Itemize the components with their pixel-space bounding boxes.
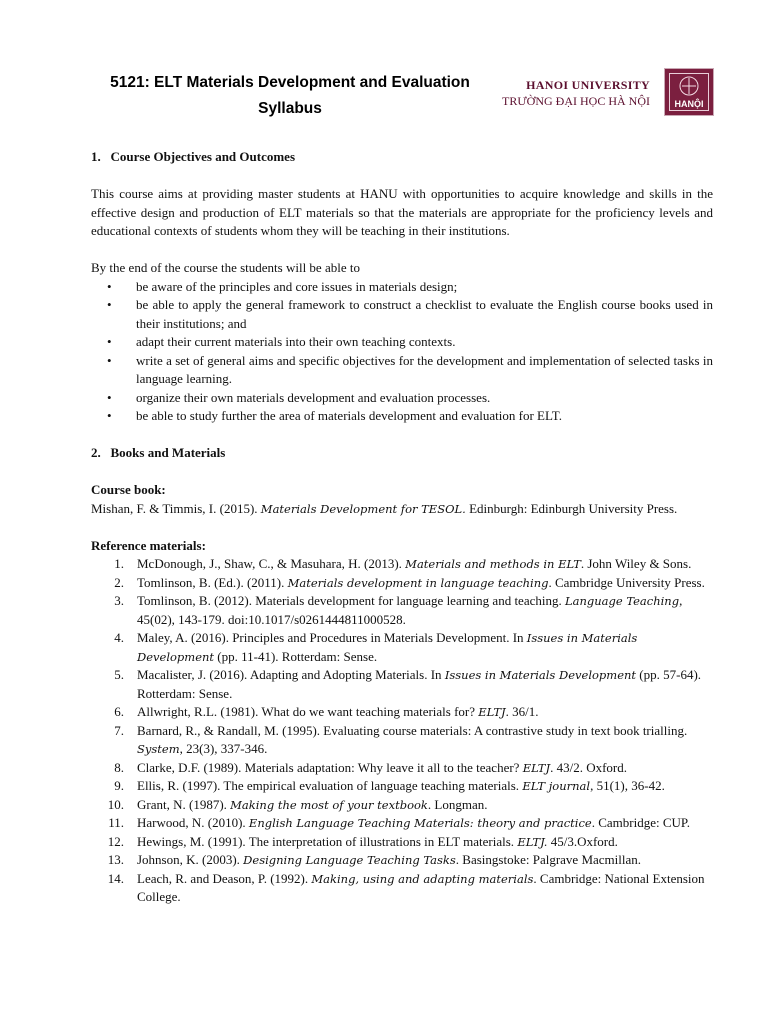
section-1-intro: This course aims at providing master students at HANU with opportunities to acquire knowledge and skills in the effective design and production of ELT materials so that the materials are appropriate for the proficiency levels and educational contexts of students whom they will be teaching in their institutions.: [91, 186, 713, 238]
reference-text-tail: . Longman.: [427, 796, 488, 812]
reference-title: ELTJ: [478, 705, 506, 719]
reference-text-tail: . Cambridge: National Extension College.: [137, 870, 705, 904]
course-book-pre: Mishan, F. & Timmis, I. (2015).: [91, 500, 261, 516]
reference-text-tail: , 51(1), 36-42.: [590, 778, 665, 793]
reference-number: 5.: [114, 667, 124, 682]
reference-item: [91, 814, 713, 833]
reference-title: Making, using and adapting materials: [311, 871, 534, 886]
reference-title: ELTJ.: [517, 834, 548, 849]
reference-text-tail: . Cambridge University Press.: [548, 574, 705, 590]
reference-number: 9.: [114, 778, 124, 793]
reference-number: 3.: [114, 593, 124, 608]
reference-text: Ellis, R. (1997). The empirical evaluation of language teaching materials.: [137, 778, 523, 793]
reference-item: [91, 870, 713, 907]
logo-text: HANỘI: [674, 99, 704, 109]
bullet-icon: •: [107, 334, 112, 349]
reference-item: [91, 722, 713, 759]
course-book-post: Edinburgh: Edinburgh University Press.: [465, 500, 678, 516]
reference-text: Tomlinson, B. (Ed.). (2011).: [137, 574, 288, 590]
university-logo: [664, 68, 714, 116]
reference-text: Clarke, D.F. (1989). Materials adaptation: Why leave it all to the teacher?: [137, 759, 523, 775]
bullet-icon: •: [107, 352, 112, 368]
reference-text: Macalister, J. (2016). Adapting and Adopting Materials. In: [137, 667, 445, 682]
reference-item: [91, 574, 713, 593]
title-line-1: 5121: ELT Materials Development and Evaluation: [110, 74, 470, 91]
course-book-entry: [91, 500, 713, 519]
reference-text-tail: . John Wiley & Sons.: [580, 556, 692, 571]
reference-item: [91, 555, 713, 574]
outcome-text: be aware of the principles and core issues in materials design;: [136, 278, 458, 294]
reference-text-tail: 45/3.Oxford.: [547, 833, 618, 849]
reference-number: 4.: [114, 630, 124, 645]
reference-item: [91, 666, 713, 703]
reference-text: Allwright, R.L. (1981). What do we want teaching materials for?: [137, 704, 479, 719]
reference-text: McDonough, J., Shaw, C., & Masuhara, H. (2013).: [137, 556, 406, 571]
reference-item: [91, 851, 713, 870]
reference-item: [91, 796, 713, 815]
course-book-title: Materials Development for TESOL.: [260, 501, 466, 516]
reference-number: 7.: [114, 722, 124, 738]
reference-list: [91, 555, 713, 907]
reference-number: 12.: [107, 833, 124, 849]
outcomes-lead: By the end of the course the students will be able to: [91, 260, 360, 275]
reference-text: Leach, R. and Deason, P. (1992).: [137, 870, 312, 886]
document-body: [91, 148, 713, 907]
outcome-item: [91, 352, 713, 389]
reference-number: 14.: [107, 870, 124, 886]
section-2-heading: 2. Books and Materials: [91, 445, 226, 460]
reference-item: [91, 629, 713, 666]
reference-number: 10.: [107, 796, 124, 812]
bullet-icon: •: [107, 408, 112, 423]
course-book-label: Course book:: [91, 482, 166, 497]
reference-text: Hewings, M. (1991). The interpretation of illustrations in ELT materials.: [137, 833, 518, 849]
reference-text-tail: , 45(02), 143-179. doi:10.1017/s0261444811000528.: [137, 593, 683, 627]
reference-title: Designing Language Teaching Tasks: [243, 853, 456, 867]
reference-item: [91, 759, 713, 778]
reference-title: ELT journal: [522, 779, 591, 793]
bullet-icon: •: [107, 297, 112, 312]
outcome-item: [91, 407, 713, 426]
title-line-2: Syllabus: [258, 100, 322, 117]
reference-number: 13.: [107, 852, 124, 867]
document-title: [100, 70, 480, 122]
reference-item: [91, 777, 713, 796]
outcome-text: write a set of general aims and specific objectives for the development and implementation of selected tasks in language learning.: [136, 352, 713, 386]
reference-text-tail: . Basingstoke: Palgrave Macmillan.: [455, 852, 642, 867]
reference-title: ELTJ: [522, 760, 551, 775]
reference-title: Issues in Materials Development: [444, 668, 637, 682]
reference-number: 11.: [108, 815, 124, 830]
outcome-item: [91, 296, 713, 333]
outcome-text: be able to study further the area of materials development and evaluation for ELT.: [136, 408, 562, 423]
reference-title: English Language Teaching Materials: theory and practice: [248, 816, 592, 830]
reference-text: Tomlinson, B. (2012). Materials development for language learning and teaching.: [137, 593, 565, 608]
reference-text: Grant, N. (1987).: [137, 796, 231, 812]
outcome-item: [91, 333, 713, 352]
outcome-item: [91, 278, 713, 297]
reference-title: Materials development in language teaching: [287, 575, 549, 590]
reference-title: System: [137, 742, 180, 756]
reference-text-tail: . 36/1.: [505, 704, 539, 719]
reference-number: 1.: [114, 556, 124, 571]
reference-text: Barnard, R., & Randall, M. (1995). Evaluating course materials: A contrastive study in text book trialling.: [137, 722, 688, 738]
university-name-vi: TRƯỜNG ĐẠI HỌC HÀ NỘI: [502, 94, 650, 108]
bullet-icon: •: [107, 389, 112, 405]
reference-text-tail: . Cambridge: CUP.: [591, 815, 690, 830]
reference-text-tail: (pp. 11-41). Rotterdam: Sense.: [214, 648, 378, 664]
reference-text: Harwood, N. (2010).: [137, 815, 249, 830]
section-1-heading: 1. Course Objectives and Outcomes: [91, 149, 296, 164]
reference-title: Issues in Materials Development: [137, 631, 638, 664]
outcome-text: adapt their current materials into their own teaching contexts.: [136, 334, 456, 349]
outcome-item: [91, 389, 713, 408]
reference-number: 6.: [114, 704, 124, 719]
reference-label: Reference materials:: [91, 537, 206, 553]
bullet-icon: •: [107, 278, 112, 294]
outcome-text: be able to apply the general framework to construct a checklist to evaluate the English course books used in their institutions; and: [136, 297, 713, 331]
outcome-text: organize their own materials development and evaluation processes.: [136, 389, 491, 405]
reference-title: Language Teaching: [564, 594, 680, 608]
reference-item: [91, 703, 713, 722]
outcomes-list: [91, 278, 713, 426]
reference-number: 2.: [114, 574, 124, 590]
university-name-en: HANOI UNIVERSITY: [526, 78, 650, 92]
reference-title: Making the most of your textbook: [230, 797, 428, 812]
reference-text: Maley, A. (2016). Principles and Procedures in Materials Development. In: [137, 630, 527, 645]
university-name: [478, 77, 650, 109]
reference-text: Johnson, K. (2003).: [137, 852, 244, 867]
reference-number: 8.: [114, 759, 124, 775]
reference-text-tail: . 43/2. Oxford.: [550, 759, 627, 775]
reference-title: Materials and methods in ELT: [405, 557, 581, 571]
reference-item: [91, 592, 713, 629]
reference-text-tail: , 23(3), 337-346.: [179, 741, 268, 756]
reference-text-tail: (pp. 57-64). Rotterdam: Sense.: [137, 667, 702, 701]
reference-item: [91, 833, 713, 852]
